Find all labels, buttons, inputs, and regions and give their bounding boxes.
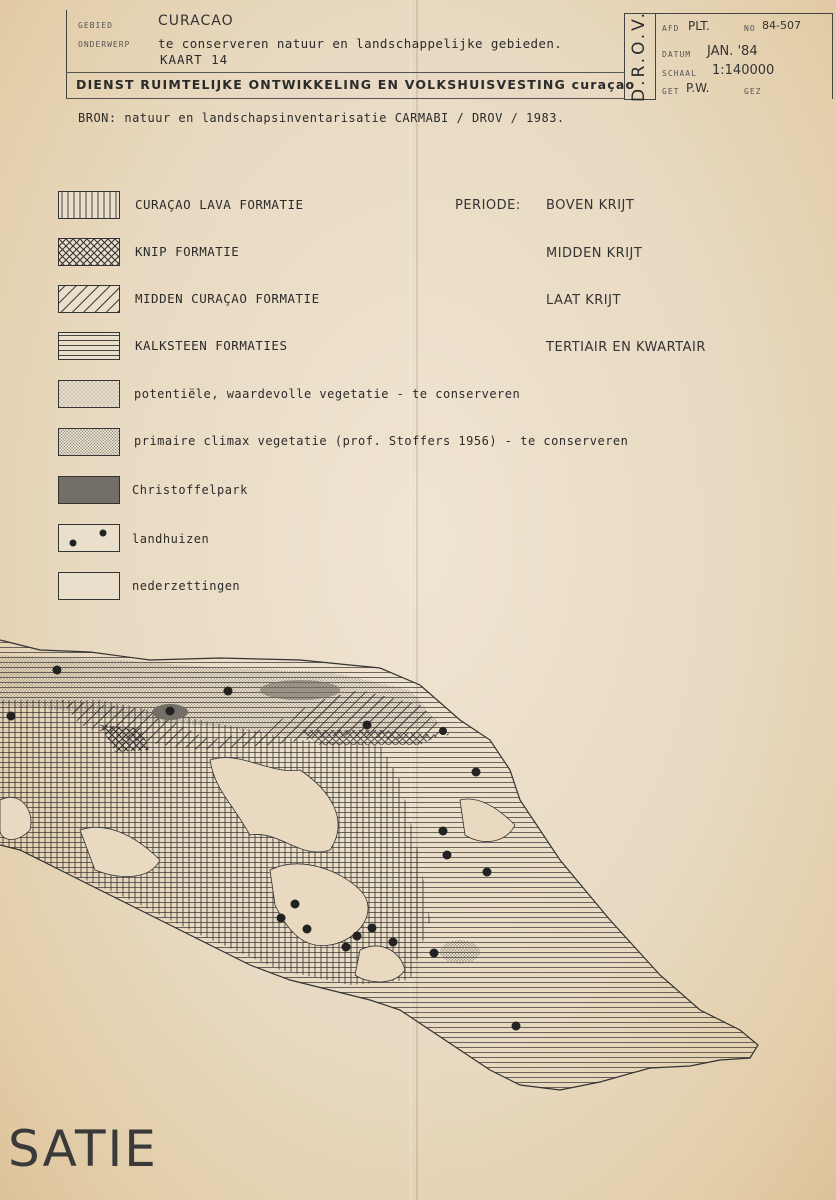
legend-label-knip: KNIP FORMATIE: [135, 244, 240, 259]
drov-stamp: [624, 9, 654, 102]
swatch-lava-formatie: [58, 191, 120, 219]
legend-label-midden: MIDDEN CURAÇAO FORMATIE: [135, 291, 320, 306]
onderwerp-value: te conserveren natuur en landschappelijke gebieden.: [158, 36, 563, 51]
legend-label-kalksteen: KALKSTEEN FORMATIES: [135, 338, 288, 353]
swatch-potentiele-vegetatie: [58, 380, 120, 408]
footer-word: SATIE: [8, 1120, 158, 1178]
swatch-primaire-vegetatie: [58, 428, 120, 456]
get-label: GET: [662, 87, 680, 96]
swatch-landhuizen: [58, 524, 120, 552]
title-divider: [66, 72, 624, 73]
periode-label: PERIODE:: [455, 198, 521, 213]
period-boven-krijt: BOVEN KRIJT: [546, 198, 635, 213]
legend-label-nederzettingen: nederzettingen: [132, 579, 241, 593]
legend-label-landhuizen: landhuizen: [132, 532, 210, 546]
no-value: 84-507: [762, 19, 801, 32]
get-value: P.W.: [686, 81, 710, 95]
legend-label-potentiele: potentiële, waardevolle vegetatie - te conserveren: [134, 387, 521, 401]
swatch-knip-formatie: [58, 238, 120, 266]
legend-label-primaire: primaire climax vegetatie (prof. Stoffers 1956) - te conserveren: [134, 434, 629, 448]
onderwerp-label: ONDERWERP: [78, 40, 131, 49]
agency-place: curaçao: [571, 77, 636, 92]
schaal-value: 1:140000: [712, 63, 775, 78]
period-tertiair-kwartair: TERTIAIR EN KWARTAIR: [546, 340, 706, 355]
datum-label: DATUM: [662, 50, 692, 59]
period-laat-krijt: LAAT KRIJT: [546, 293, 621, 308]
agency-name-text: DIENST RUIMTELIJKE ONTWIKKELING EN VOLKSHUISVESTING: [76, 77, 567, 92]
agency-name: [76, 77, 635, 92]
legend-label-christoffelpark: Christoffelpark: [132, 483, 248, 497]
period-midden-krijt: MIDDEN KRIJT: [546, 246, 643, 261]
datum-value: JAN. '84: [707, 44, 758, 59]
island-map: [0, 630, 836, 1110]
swatch-nederzettingen: [58, 572, 120, 600]
drov-text: D.R.O.V.: [629, 9, 650, 102]
legend-label-lava: CURAÇAO LAVA FORMATIE: [135, 197, 304, 212]
swatch-christoffelpark: [58, 476, 120, 504]
afd-value: PLT.: [688, 19, 710, 33]
kaart-number: KAART 14: [160, 52, 229, 67]
source-line: BRON: natuur en landschapsinventarisatie CARMABI / DROV / 1983.: [78, 111, 565, 125]
afd-label: AFD: [662, 24, 680, 33]
schaal-label: SCHAAL: [662, 69, 697, 78]
swatch-midden-curacao: [58, 285, 120, 313]
no-label: NO: [744, 24, 756, 33]
title-bottom-rule: [66, 98, 624, 99]
swatch-kalksteen: [58, 332, 120, 360]
island-fill: [0, 630, 836, 1110]
gez-label: GEZ: [744, 87, 762, 96]
gebied-label: GEBIED: [78, 21, 113, 30]
gebied-value: CURACAO: [158, 13, 234, 29]
